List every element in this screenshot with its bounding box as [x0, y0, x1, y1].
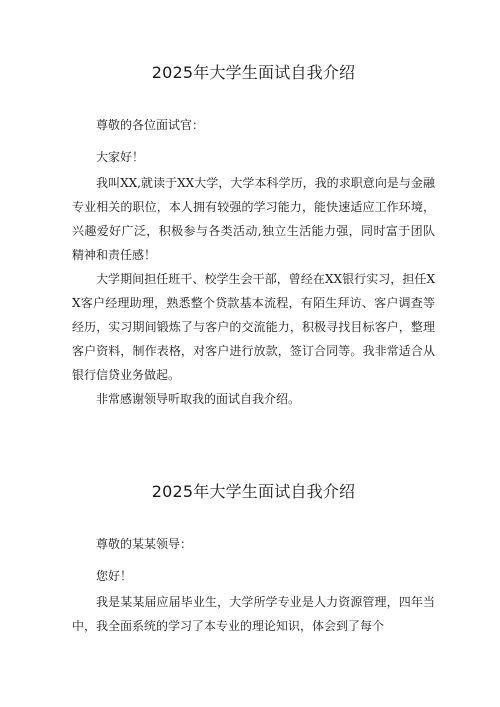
- greeting: 大家好！: [96, 150, 145, 164]
- paragraph-2: 大学期间担任班干、校学生会干部，曾经在XX银行实习，担任XX客户经理助理，熟悉整个贷款基本流程，有陌生拜访、客户调查等经历，实习期间锻炼了与客户的交流能力，积极寻找目标客户，整理客户资料，制作表格，对客户进行放款，签订合同等。我非常适合从银行信贷业务做起。: [72, 272, 435, 382]
- paragraph-3: 非常感谢领导听取我的面试自我介绍。: [96, 392, 301, 406]
- intro-section-2: [72, 480, 435, 638]
- intro-section-1: [72, 61, 435, 411]
- salutation: 尊敬的各位面试官：: [96, 118, 205, 132]
- paragraph-1: 我叫XX,就读于XX大学，大学本科学历，我的求职意向是与金融专业相关的职位，本人拥有较强的学习能力，能快速适应工作环境，兴趣爱好广泛，积极参与各类活动,独立生活能力强，同时富于团队精神和责任感！: [72, 176, 435, 262]
- salutation: 尊敬的某某领导：: [96, 537, 193, 551]
- document-title: 2025年大学生面试自我介绍: [151, 63, 356, 82]
- greeting: 您好！: [96, 569, 133, 583]
- document-title: 2025年大学生面试自我介绍: [151, 482, 356, 501]
- paragraph-1: 我是某某届应届毕业生，大学所学专业是人力资源管理，四年当中，我全面系统的学习了本专业的理论知识，体会到了每个: [72, 595, 435, 633]
